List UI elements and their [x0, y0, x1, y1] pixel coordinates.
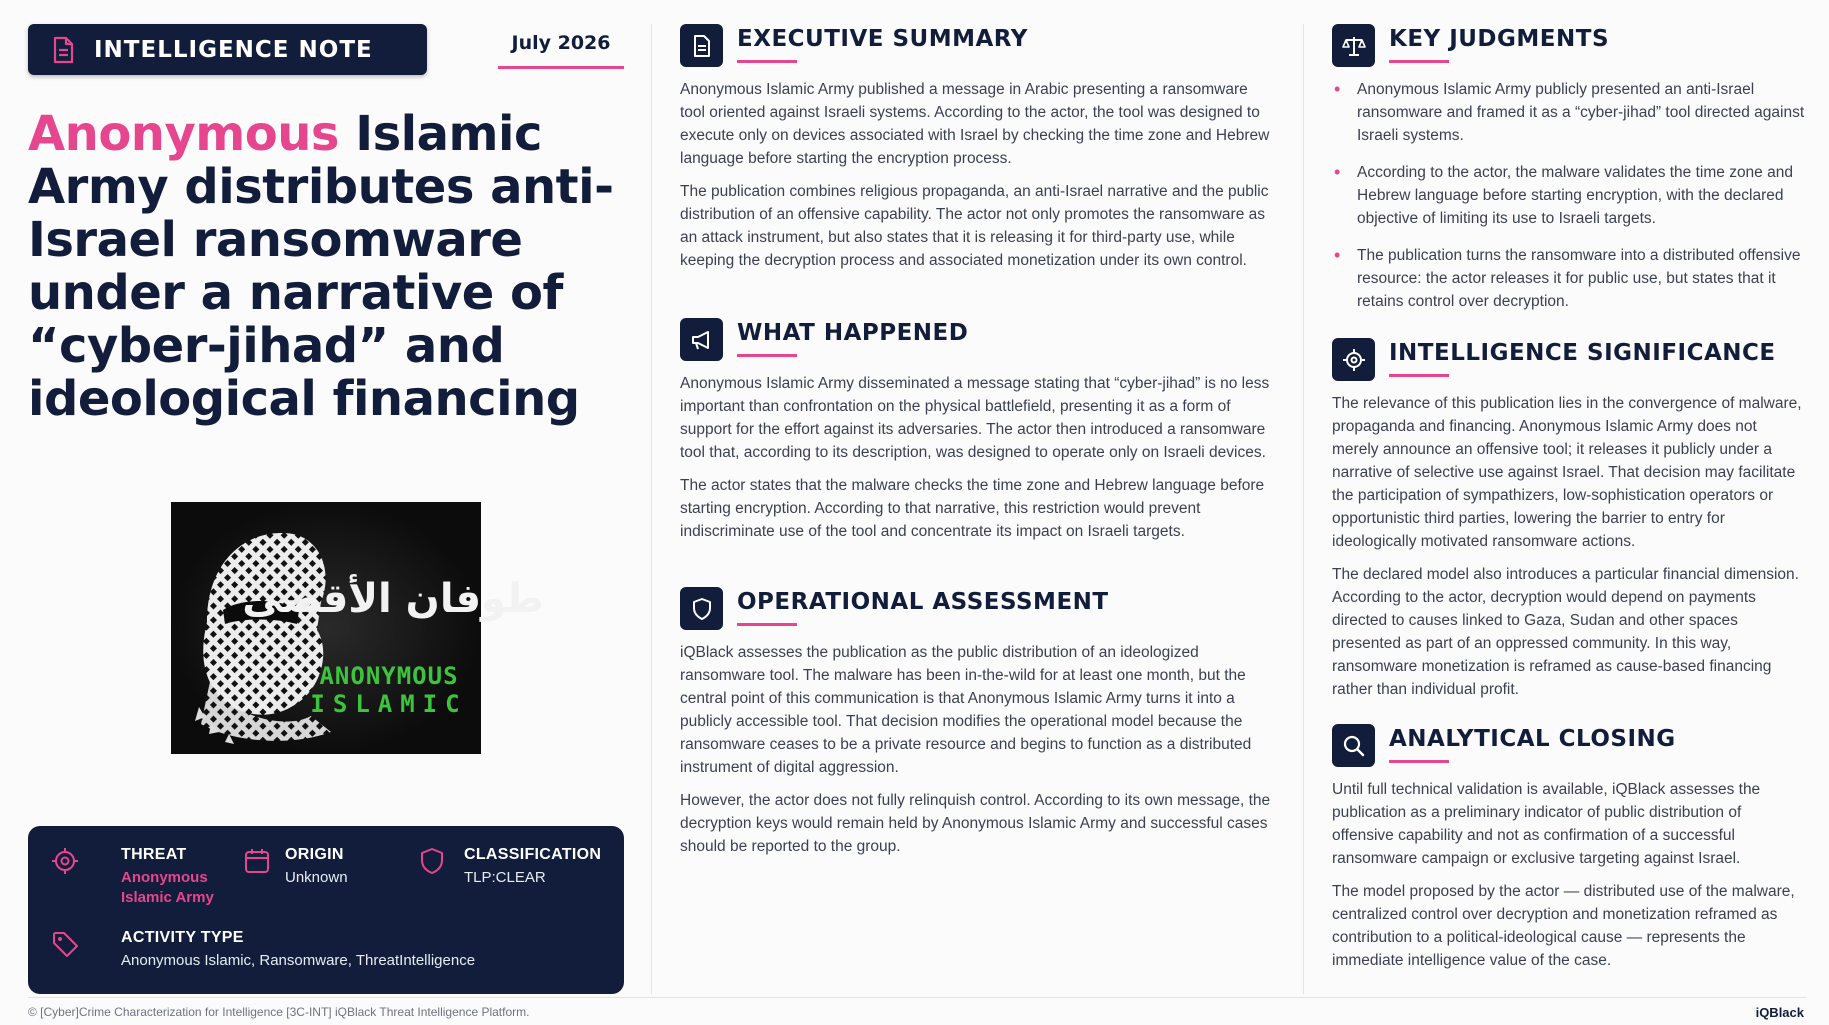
hero-arabic-text: طوفان الأقصى	[242, 576, 544, 622]
hero-brand-line1: ANONYMOUS	[319, 662, 459, 690]
activity-type-label: ACTIVITY TYPE	[121, 929, 244, 946]
section-executive-summary	[680, 24, 1277, 272]
bullet-text: Anonymous Islamic Army publicly presented an anti-Israel ransomware and framed it as a “cyber-jihad” tool directed against Israeli systems.	[1357, 81, 1805, 144]
paragraph: iQBlack assesses the publication as the public distribution of an ideologized ransomware tool. The malware has been in-the-wild for at least one month, but the central point of this communication is that Anonymous Islamic Army turns it into a publicly accessible tool. That decision modifies the operational model because the ransomware ceases to be a private resource and begins to function as a distributed instrument of digital aggression.	[680, 644, 1252, 776]
title-underline	[1389, 374, 1449, 377]
classification-value: TLP:CLEAR	[464, 869, 546, 886]
classification-label: CLASSIFICATION	[464, 846, 602, 863]
list-item	[1332, 78, 1806, 147]
title-underline	[737, 60, 797, 63]
intelligence-note-badge	[28, 24, 427, 75]
title-accent: Anonymous	[28, 106, 339, 162]
section-analytical-closing	[1332, 724, 1806, 972]
search-icon	[1332, 724, 1375, 767]
report-date: July 2026	[498, 32, 624, 69]
paragraph: The relevance of this publication lies in the convergence of malware, propaganda and financing. Anonymous Islamic Army does not merely announce an offensive tool; it releases it publicly under a narrative of selective use against Israel. That decision may facilitate the participation of sympathizers, low-sophistication operators or opportunistic third parties, lowering the barrier to entry for ideologically motivated ransomware actions.	[1332, 395, 1802, 550]
document-icon	[680, 24, 723, 67]
title-underline	[1389, 60, 1449, 63]
column-divider	[1303, 24, 1304, 994]
bullet-text: The publication turns the ransomware into a distributed offensive resource: the actor releases it for public use, but states that it retains control over decryption.	[1357, 247, 1801, 310]
paragraph: The model proposed by the actor — distributed use of the malware, centralized control over decryption and monetization reframed as contribution to a political-ideological cause — represents the immediate intelligence value of the case.	[1332, 883, 1795, 969]
activity-type-value: Anonymous Islamic, Ransomware, ThreatIntelligence	[121, 952, 476, 969]
section-title: EXECUTIVE SUMMARY	[737, 26, 1028, 52]
title-underline	[1389, 760, 1449, 763]
title-rest: Islamic Army distributes anti-Israel ransomware under a narrative of “cyber-jihad” and ideological financing	[28, 106, 614, 427]
hero-image	[171, 502, 544, 754]
title-underline	[737, 623, 797, 626]
crosshair-icon	[1332, 338, 1375, 381]
page-title	[28, 108, 628, 426]
origin-value: Unknown	[285, 869, 348, 886]
bullet-icon: •	[1334, 162, 1341, 182]
bullet-icon: •	[1334, 245, 1341, 265]
calendar-icon	[242, 846, 272, 876]
list-item	[1332, 161, 1806, 230]
tag-icon	[50, 929, 80, 959]
shield-icon	[417, 846, 447, 876]
column-divider	[651, 24, 652, 994]
list-item	[1332, 244, 1806, 313]
section-title: KEY JUDGMENTS	[1389, 26, 1610, 52]
section-operational-assessment	[680, 587, 1277, 858]
metadata-card	[28, 826, 624, 994]
key-judgments-list	[1332, 78, 1806, 313]
hero-brand-line2: ISLAMIC	[310, 690, 468, 718]
paragraph: Until full technical validation is available, iQBlack assesses the publication as a preliminary indicator of public distribution of offensive capability and not as confirmation of a successful ransomware campaign or exclusive targeting against Israel.	[1332, 781, 1761, 867]
footer-divider	[28, 997, 1806, 998]
section-title: INTELLIGENCE SIGNIFICANCE	[1389, 340, 1776, 366]
footer-copyright: © [Cyber]Crime Characterization for Intelligence [3C-INT] iQBlack Threat Intelligence Platform.	[28, 1005, 530, 1019]
paragraph: The actor states that the malware checks the time zone and Hebrew language before starting encryption. According to that narrative, this restriction would prevent indiscriminate use of the tool and concentrate its impact on Israeli targets.	[680, 477, 1265, 540]
section-key-judgments	[1332, 24, 1806, 327]
paragraph: Anonymous Islamic Army published a message in Arabic presenting a ransomware tool oriented against Israeli systems. According to the actor, the tool was designed to execute only on devices associated with Israel by checking the time zone and Hebrew language before starting the encryption process.	[680, 81, 1270, 167]
origin-label: ORIGIN	[285, 846, 344, 863]
shield-icon	[680, 587, 723, 630]
paragraph: However, the actor does not fully relinquish control. According to its own message, the decryption keys would remain held by Anonymous Islamic Army and successful cases should be reported to the group.	[680, 792, 1271, 855]
target-icon	[50, 846, 80, 876]
document-icon	[48, 35, 78, 65]
section-intelligence-significance	[1332, 338, 1806, 701]
section-title: WHAT HAPPENED	[737, 320, 969, 346]
section-what-happened	[680, 318, 1277, 543]
megaphone-icon	[680, 318, 723, 361]
threat-value: Anonymous Islamic Army	[121, 869, 214, 906]
threat-label: THREAT	[121, 846, 187, 863]
section-title: ANALYTICAL CLOSING	[1389, 726, 1676, 752]
scale-icon	[1332, 24, 1375, 67]
bullet-text: According to the actor, the malware validates the time zone and Hebrew language before starting encryption, with the declared objective of limiting its use to Israeli targets.	[1357, 164, 1793, 227]
badge-label: INTELLIGENCE NOTE	[94, 36, 373, 63]
paragraph: The publication combines religious propaganda, an anti-Israel narrative and the public distribution of an offensive capability. The actor not only promotes the ransomware as an attack instrument, but also states that it is releasing it for third-party use, while keeping the decryption process and associated monetization under its own control.	[680, 183, 1269, 269]
bullet-icon: •	[1334, 79, 1341, 99]
section-title: OPERATIONAL ASSESSMENT	[737, 589, 1109, 615]
footer-brand: iQBlack	[1755, 1005, 1804, 1020]
paragraph: Anonymous Islamic Army disseminated a message stating that “cyber-jihad” is no less important than confrontation on the physical battlefield, presenting it as a form of support for the effort against its adversaries. The actor then introduced a ransomware tool that, according to its description, was designed to operate only on Israeli devices.	[680, 375, 1270, 461]
paragraph: The declared model also introduces a particular financial dimension. According to the actor, decryption would depend on payments directed to causes linked to Gaza, Sudan and other spaces presented as part of an oppressed community. In this way, ransomware monetization is reframed as cause-based financing rather than individual profit.	[1332, 566, 1799, 698]
title-underline	[737, 354, 797, 357]
